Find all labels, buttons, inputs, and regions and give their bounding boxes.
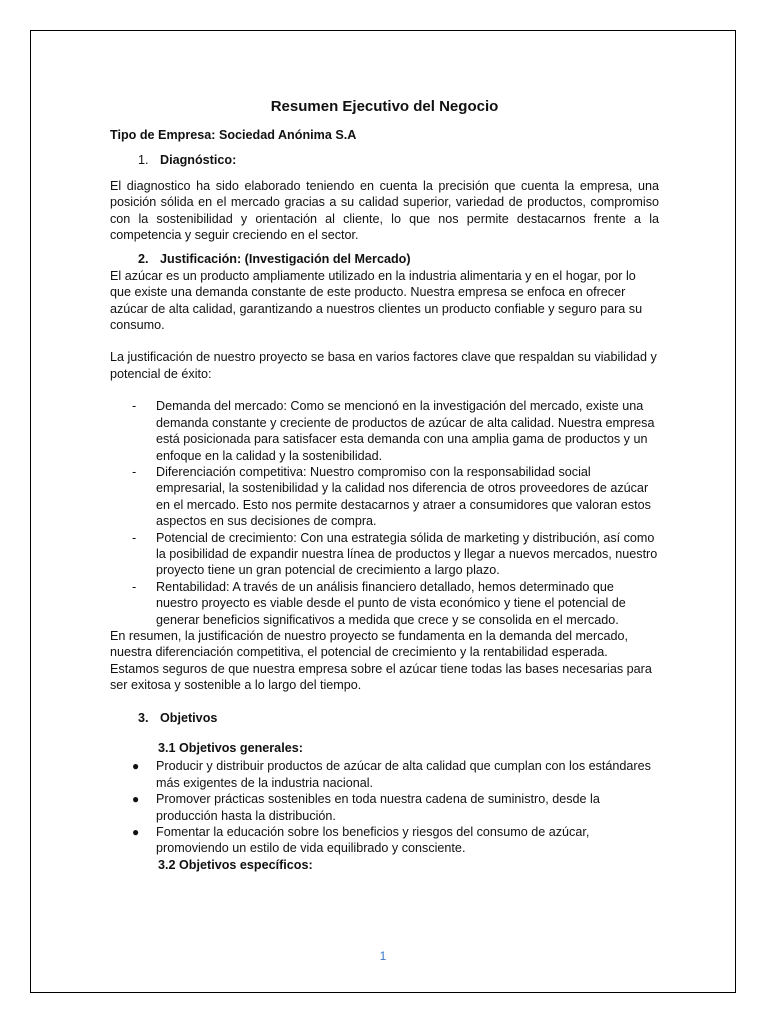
justification-list <box>110 398 659 628</box>
section-2-paragraph-1: El azúcar es un producto ampliamente utilizado en la industria alimentaria y en el hogar, por lo que existe una demanda constante de este producto. Nuestra empresa se enfoca en ofrecer azúcar de alta calidad, garantizando a nuestros clientes un producto confiable y seguro para su consumo. <box>110 268 643 333</box>
list-item <box>110 464 659 530</box>
document-title: Resumen Ejecutivo del Negocio <box>270 98 499 115</box>
document-content <box>110 97 659 875</box>
bullet-icon: ● <box>132 792 140 807</box>
section-3-title: Objetivos <box>160 710 218 725</box>
list-item <box>110 791 659 824</box>
section-2-heading <box>110 251 659 267</box>
dash-mark: - <box>132 530 137 545</box>
dash-mark: - <box>132 579 137 594</box>
list-item <box>110 530 659 579</box>
section-3-number: 3. <box>138 710 149 725</box>
subsection-3-2-heading: 3.2 Objetivos específicos: <box>158 857 313 872</box>
section-3-heading <box>110 710 659 726</box>
list-item-text: Rentabilidad: A través de un análisis financiero detallado, hemos determinado que nuestro proyecto es viable desde el punto de vista económico y tiene el potencial de generar beneficios significativos a medida que crece y se consolida en el mercado. <box>156 579 626 627</box>
list-item-text: Producir y distribuir productos de azúcar de alta calidad que cumplan con los estándares más exigentes de la industria nacional. <box>156 759 651 790</box>
dash-mark: - <box>132 399 137 414</box>
section-1-paragraph: El diagnostico ha sido elaborado teniendo en cuenta la precisión que cuenta la empresa, una posición sólida en el mercado gracias a su calidad superior, variedad de productos, compromiso con la sostenibilidad y orientación al cliente, lo que nos permite destacarnos frente a la competencia y seguir creciendo en el sector. <box>110 178 659 243</box>
section-1-heading <box>110 152 659 168</box>
list-item-text: Demanda del mercado: Como se mencionó en la investigación del mercado, existe una demanda constante y creciente de productos de azúcar de alta calidad. Nuestra empresa está posicionada para satisfacer esta demanda con una amplia gama de productos y un enfoque en la calidad y la sostenibilidad. <box>156 399 655 463</box>
list-item-text: Fomentar la educación sobre los beneficios y riesgos del consumo de azúcar, promoviendo un estilo de vida equilibrado y consciente. <box>156 825 590 856</box>
section-2-paragraph-2: La justificación de nuestro proyecto se basa en varios factores clave que respaldan su viabilidad y potencial de éxito: <box>110 350 657 381</box>
company-type: Tipo de Empresa: Sociedad Anónima S.A <box>110 128 357 142</box>
list-item-text: Promover prácticas sostenibles en toda nuestra cadena de suministro, desde la producción hasta la distribución. <box>156 792 600 823</box>
list-item-text: Potencial de crecimiento: Con una estrategia sólida de marketing y distribución, así como la posibilidad de expandir nuestra línea de productos y llegar a nuevos mercados, nuestro proyecto tiene un gran potencial de crecimiento a largo plazo. <box>156 530 658 578</box>
dash-mark: - <box>132 464 137 479</box>
general-objectives-list <box>110 758 659 856</box>
section-1-number: 1. <box>138 153 149 168</box>
list-item <box>110 824 659 857</box>
bullet-icon: ● <box>132 759 140 774</box>
section-2-number: 2. <box>138 252 149 267</box>
document-page <box>30 30 736 993</box>
section-2-title: Justificación: (Investigación del Mercado) <box>160 252 411 267</box>
list-item-text: Diferenciación competitiva: Nuestro compromiso con la responsabilidad social empresarial, la sostenibilidad y la calidad nos diferencia de otros proveedores de azúcar en el mercado. Esto nos permite destacarnos y atraer a consumidores que valoran estos aspectos en sus decisiones de compra. <box>156 464 651 529</box>
bullet-icon: ● <box>132 825 140 840</box>
subsection-3-1-heading: 3.1 Objetivos generales: <box>158 741 303 755</box>
section-2-paragraph-3: En resumen, la justificación de nuestro proyecto se fundamenta en la demanda del mercado, nuestra diferenciación competitiva, el potencial de crecimiento y la rentabilidad esperada. Estamos seguros de que nuestra empresa sobre el azúcar tiene todas las bases necesarias para ser exitosa y sostenible a lo largo del tiempo. <box>110 628 652 693</box>
list-item <box>110 398 659 464</box>
list-item <box>110 579 659 628</box>
list-item <box>110 758 659 791</box>
section-1-title: Diagnóstico: <box>160 153 237 168</box>
page-number: 1 <box>379 949 387 963</box>
